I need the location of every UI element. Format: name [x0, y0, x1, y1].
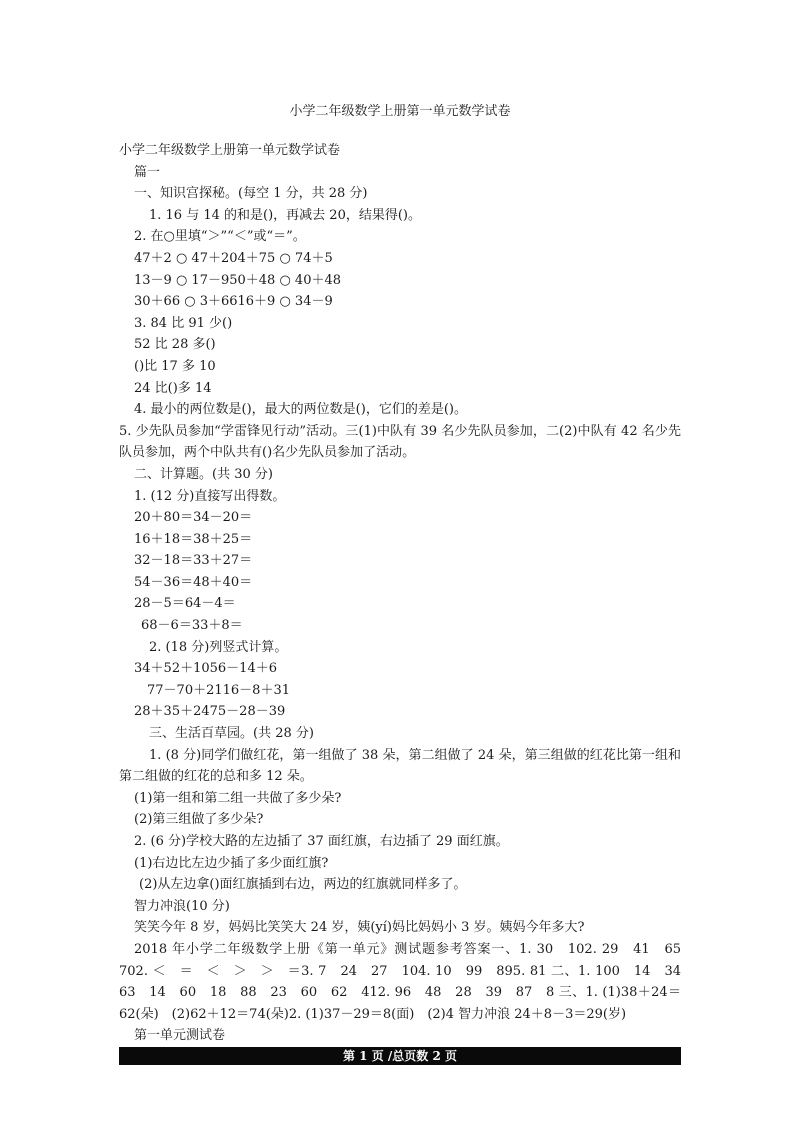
word-problem-2-sub: (1)右边比左边少插了多少面红旗? — [134, 855, 329, 871]
question-4: 4. 最小的两位数是()，最大的两位数是()，它们的差是()。 — [134, 402, 467, 418]
section-label: 篇一 — [134, 164, 161, 180]
calc-question-1: 1. (12 分)直接写出得数。 — [134, 488, 286, 504]
word-problem-2-sub: (2)从左边拿()面红旗插到右边，两边的红旗就同样多了。 — [139, 877, 467, 893]
calc-row: 16＋18＝38＋25＝ — [134, 531, 253, 547]
bonus-heading: 智力冲浪(10 分) — [134, 898, 230, 914]
question-3-item: 24 比()多 14 — [134, 380, 212, 396]
section-heading-2: 二、计算题。(共 30 分) — [134, 466, 273, 482]
word-problem-1: 1. (8 分)同学们做红花，第一组做了 38 朵，第二组做了 24 朵，第三组做的红花比第一组和第二组做的红花的总和多 12 朵。 — [119, 747, 681, 785]
doc-heading: 小学二年级数学上册第一单元数学试卷 — [119, 143, 341, 158]
word-problem-1-sub: (2)第三组做了多少朵? — [134, 812, 264, 828]
question-5: 5. 少先队员参加“学雷锋见行动”活动。三(1)中队有 39 名少先队员参加，二(2)中队有 42 名少先队员参加，两个中队共有()名少先队员参加了活动。 — [119, 423, 681, 461]
compare-row: 30＋66 ○ 3＋6616＋9 ○ 34－9 — [134, 294, 333, 310]
compare-row: 13－9 ○ 17－950＋48 ○ 40＋48 — [134, 272, 342, 288]
question-3-item: 52 比 28 多() — [134, 337, 216, 353]
word-problem-2: 2. (6 分)学校大路的左边插了 37 面红旗，右边插了 29 面红旗。 — [134, 834, 509, 849]
calc-question-2: 2. (18 分)列竖式计算。 — [149, 639, 288, 655]
calc-row: 68－6＝33＋8＝ — [141, 618, 243, 634]
closing-label: 第一单元测试卷 — [134, 1028, 226, 1044]
vertical-calc-row: 77－70＋2116－8＋31 — [147, 682, 290, 698]
compare-row: 47＋2 ○ 47＋204＋75 ○ 74＋5 — [134, 250, 333, 266]
word-problem-1-sub: (1)第一组和第二组一共做了多少朵? — [134, 790, 342, 806]
question-3-item: ()比 17 多 10 — [134, 358, 216, 374]
vertical-calc-row: 34＋52＋1056－14＋6 — [134, 661, 277, 677]
section-heading-3: 三、生活百草园。(共 28 分) — [149, 726, 314, 742]
calc-row: 32－18＝33＋27＝ — [134, 553, 253, 569]
question-1: 1. 16 与 14 的和是()，再减去 20，结果得()。 — [149, 207, 421, 223]
calc-row: 54－36＝48＋40＝ — [134, 574, 253, 590]
page-title: 小学二年级数学上册第一单元数学试卷 — [289, 104, 511, 119]
question-2: 2. 在○里填“＞”“＜”或“＝”。 — [134, 229, 306, 245]
calc-row: 20＋80＝34－20＝ — [134, 510, 253, 526]
page-footer: 第 1 页 /总页数 2 页 — [119, 1047, 681, 1065]
bonus-question: 笑笑今年 8 岁，妈妈比笑笑大 24 岁，姨(yí)妈比妈妈小 3 岁。姨妈今年多大? — [134, 920, 585, 936]
question-3: 3. 84 比 91 少() — [134, 315, 233, 331]
section-heading-1: 一、知识宫探秘。(每空 1 分，共 28 分) — [134, 186, 368, 202]
document-body — [119, 140, 695, 1047]
calc-row: 28－5＝64－4＝ — [134, 596, 236, 612]
vertical-calc-row: 28＋35＋2475－28－39 — [134, 704, 286, 720]
answer-key: 2018 年小学二年级数学上册《第一单元》测试题参考答案一、1. 30 102. 29 41 65 702. ＜ ＝ ＜ ＞ ＞ ＝3. 7 24 27 104. 10 99 895. 81 二、1. 100 14 34 63 14 60 18 88 23 60 62 412. 96 48 28 39 87 8 三、1. (1)38＋24＝62(朵) (2)62＋12＝74(朵)2. (1)37－29＝8(面) (2)4 智力冲浪 24＋8－3＝29(岁) — [119, 941, 695, 1022]
